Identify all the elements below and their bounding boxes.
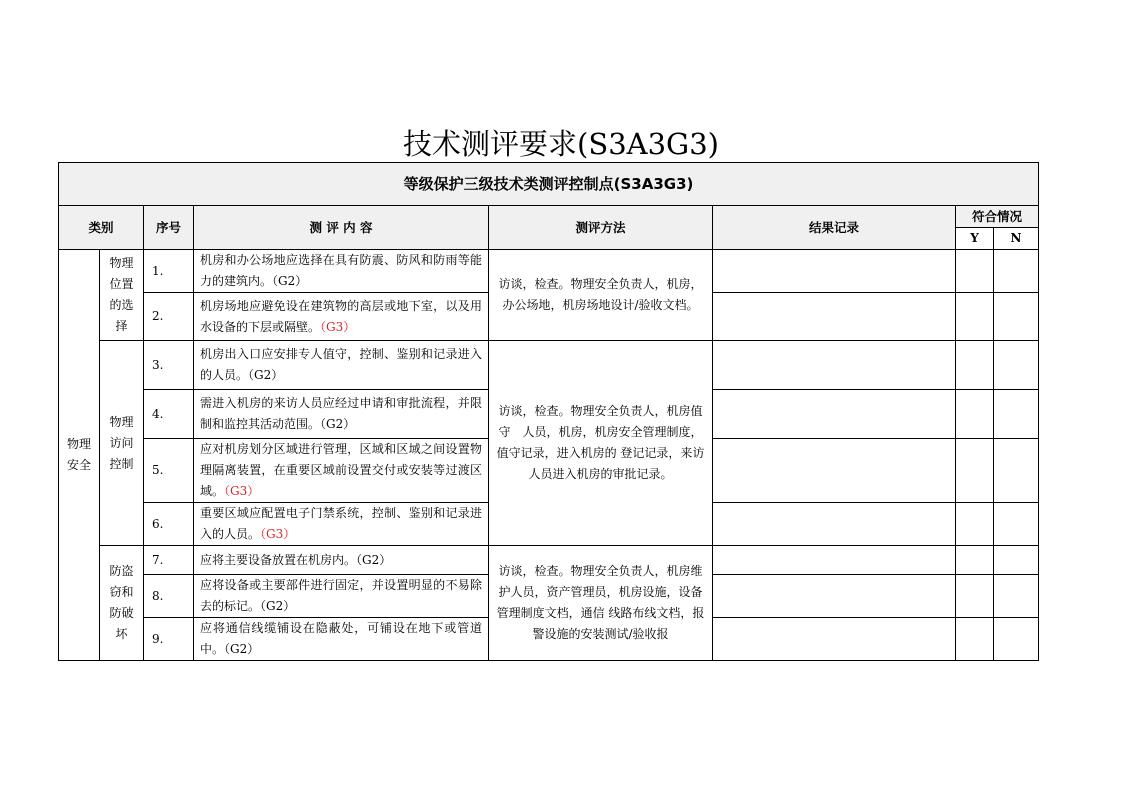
document-title: 技术测评要求(S3A3G3) bbox=[403, 127, 719, 161]
method-cell: 访谈，检查。物理安全负责人，机房，办公场地，机房场地设计/验收文档。 bbox=[489, 250, 713, 341]
row-number: 5. bbox=[144, 439, 194, 503]
row-number: 1. bbox=[144, 250, 194, 293]
row-content: 应对机房划分区域进行管理，区域和区域之间设置物理隔离装置，在重要区域前设置交付或安装等过渡区域。（G3） bbox=[194, 439, 489, 503]
method-cell: 访谈，检查。物理安全负责人，机房值守 人员，机房，机房安全管理制度，值守记录，进入机房的 登记记录，来访人员进入机房的审批记录。 bbox=[489, 341, 713, 546]
no-cell[interactable] bbox=[994, 546, 1039, 575]
row-content: 需进入机房的来访人员应经过申请和审批流程，并限制和监控其活动范围。（G2） bbox=[194, 390, 489, 439]
result-cell[interactable] bbox=[713, 439, 956, 503]
row-number: 2. bbox=[144, 293, 194, 341]
level-tag: （G2） bbox=[248, 368, 284, 382]
row-content: 机房出入口应安排专人值守，控制、鉴别和记录进入的人员。（G2） bbox=[194, 341, 489, 390]
result-cell[interactable] bbox=[713, 618, 956, 661]
header-conform: 符合情况 bbox=[956, 206, 1039, 228]
result-cell[interactable] bbox=[713, 293, 956, 341]
level-tag: （G2） bbox=[260, 599, 296, 613]
row-number: 7. bbox=[144, 546, 194, 575]
result-cell[interactable] bbox=[713, 546, 956, 575]
yes-cell[interactable] bbox=[956, 546, 994, 575]
yes-cell[interactable] bbox=[956, 439, 994, 503]
no-cell[interactable] bbox=[994, 341, 1039, 390]
table-row bbox=[59, 250, 1039, 293]
table-title: 等级保护三级技术类测评控制点(S3A3G3) bbox=[59, 163, 1039, 206]
subcategory-cell: 防盗窃和防破坏 bbox=[100, 546, 144, 661]
no-cell[interactable] bbox=[994, 439, 1039, 503]
row-content: 机房场地应避免设在建筑物的高层或地下室，以及用水设备的下层或隔壁。（G3） bbox=[194, 293, 489, 341]
no-cell[interactable] bbox=[994, 293, 1039, 341]
subcategory-cell: 物理位置的选择 bbox=[100, 250, 144, 341]
no-cell[interactable] bbox=[994, 250, 1039, 293]
row-content: 应将设备或主要部件进行固定，并设置明显的不易除去的标记。（G2） bbox=[194, 575, 489, 618]
level-tag: （G2） bbox=[356, 552, 392, 567]
row-content: 应将主要设备放置在机房内。（G2） bbox=[194, 546, 489, 575]
header-seq: 序号 bbox=[144, 206, 194, 250]
result-cell[interactable] bbox=[713, 575, 956, 618]
yes-cell[interactable] bbox=[956, 293, 994, 341]
method-cell: 访谈，检查。物理安全负责人，机房维护人员，资产管理员，机房设施，设备管理制度文档，通信 线路布线文档，报警设施的安装测试/验收报 bbox=[489, 546, 713, 661]
no-cell[interactable] bbox=[994, 618, 1039, 661]
header-no: N bbox=[994, 228, 1039, 250]
header-content: 测 评 内 容 bbox=[194, 206, 489, 250]
subcategory-cell: 物理访问控制 bbox=[100, 341, 144, 546]
level-tag: （G2） bbox=[224, 642, 260, 656]
yes-cell[interactable] bbox=[956, 341, 994, 390]
header-yes: Y bbox=[956, 228, 994, 250]
row-content: 应将通信线缆铺设在隐蔽处，可铺设在地下或管道中。（G2） bbox=[194, 618, 489, 661]
no-cell[interactable] bbox=[994, 503, 1039, 546]
level-tag: （G3） bbox=[260, 527, 296, 541]
row-number: 9. bbox=[144, 618, 194, 661]
level-tag: （G3） bbox=[224, 484, 260, 498]
header-category: 类别 bbox=[59, 206, 144, 250]
no-cell[interactable] bbox=[994, 575, 1039, 618]
level-tag: （G3） bbox=[320, 319, 356, 334]
row-number: 6. bbox=[144, 503, 194, 546]
row-number: 8. bbox=[144, 575, 194, 618]
level-tag: （G2） bbox=[272, 274, 308, 288]
yes-cell[interactable] bbox=[956, 503, 994, 546]
level-tag: （G2） bbox=[320, 417, 356, 431]
header-method: 测评方法 bbox=[489, 206, 713, 250]
row-number: 4. bbox=[144, 390, 194, 439]
row-number: 3. bbox=[144, 341, 194, 390]
table-row bbox=[59, 546, 1039, 575]
yes-cell[interactable] bbox=[956, 390, 994, 439]
evaluation-table bbox=[58, 162, 1039, 661]
no-cell[interactable] bbox=[994, 390, 1039, 439]
result-cell[interactable] bbox=[713, 341, 956, 390]
header-result: 结果记录 bbox=[713, 206, 956, 250]
result-cell[interactable] bbox=[713, 390, 956, 439]
row-content: 机房和办公场地应选择在具有防震、防风和防雨等能力的建筑内。（G2） bbox=[194, 250, 489, 293]
yes-cell[interactable] bbox=[956, 618, 994, 661]
yes-cell[interactable] bbox=[956, 575, 994, 618]
yes-cell[interactable] bbox=[956, 250, 994, 293]
result-cell[interactable] bbox=[713, 503, 956, 546]
category-cell: 物理安全 bbox=[59, 250, 100, 661]
row-content: 重要区域应配置电子门禁系统，控制、鉴别和记录进入的人员。（G3） bbox=[194, 503, 489, 546]
table-row bbox=[59, 341, 1039, 390]
result-cell[interactable] bbox=[713, 250, 956, 293]
